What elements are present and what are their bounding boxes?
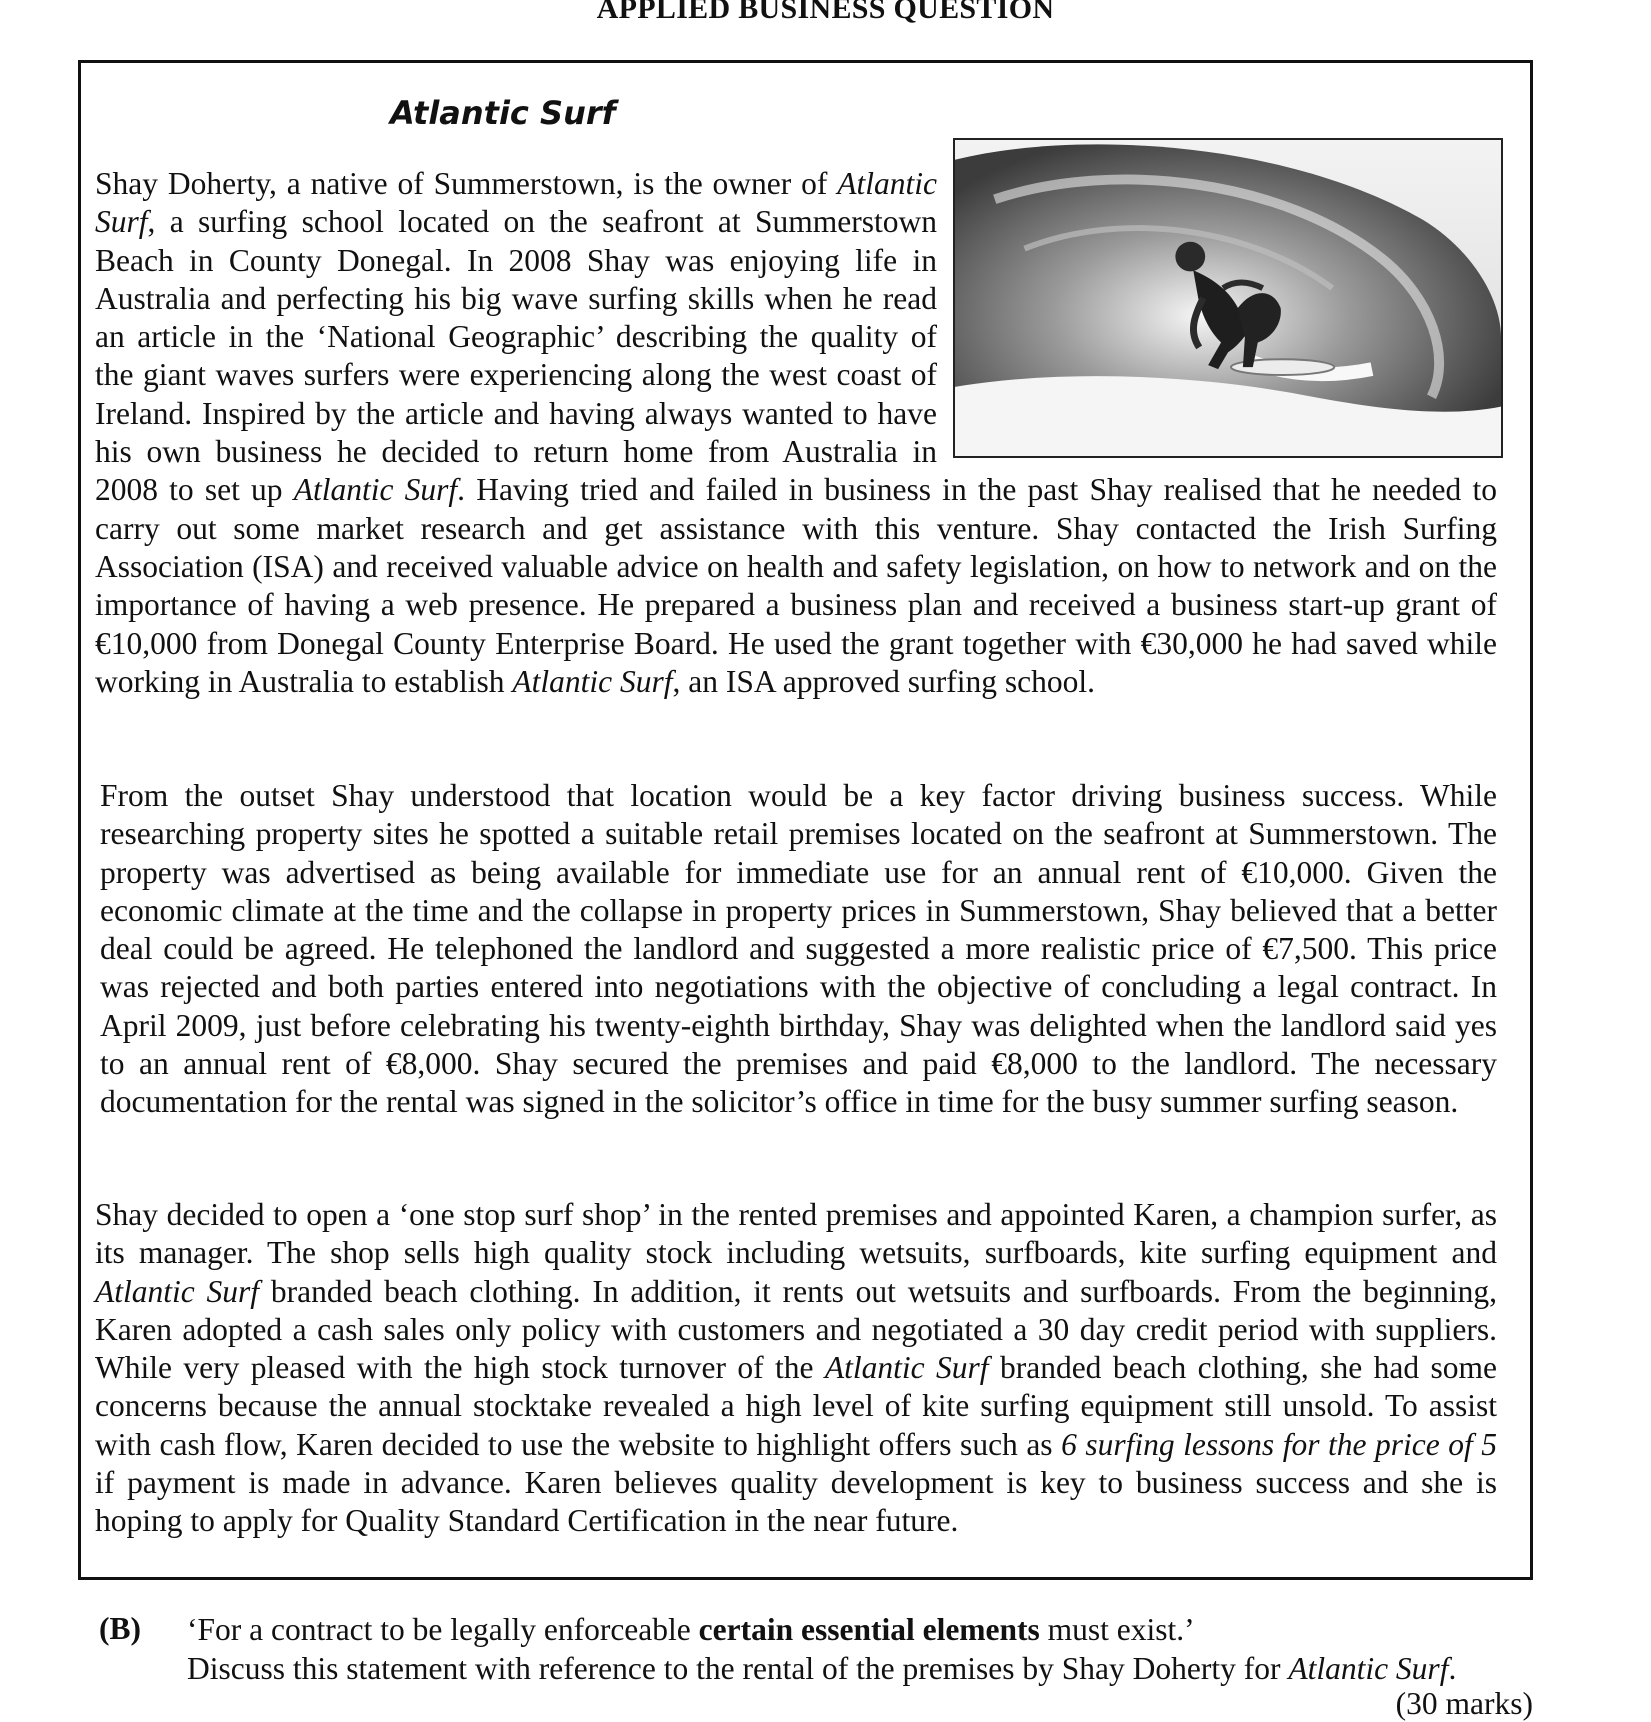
question-text: ‘For a contract to be legally enforceable certain essential elements must exist.’ Discuss this statement with reference to the rental of the premises by Shay Doherty for Atlantic Surf. — [187, 1612, 1457, 1686]
question-label: (B) — [99, 1611, 141, 1646]
case-paragraph-1: Shay Doherty, a native of Summerstown, is the owner of Atlantic Surf, a surfing school located on the seafront at Summerstown Beach in County Donegal. In 2008 Shay was enjoying life in Australia and perfecting his big wave surfing skills when he read an article in the ‘National Geographic’ describing the quality of the giant waves surfers were experiencing along the west coast of Ireland. Inspired by the article and having always wanted to have his own business he decided to return home from Australia in 2008 to set up Atlantic Surf. Having tried and failed in business in the past Shay realised that he needed to carry out some market research and get assistance with this venture. Shay contacted the Irish Surfing Association (ISA) and received valuable advice on health and safety legislation, on how to network and on the importance of having a web presence. He prepared a business plan and received a business start-up grant of €10,000 from Donegal County Enterprise Board. He used the grant together with €30,000 he had saved while working in Australia to establish Atlantic Surf, an ISA approved surfing school. — [95, 166, 1497, 699]
case-title: Atlantic Surf — [390, 94, 616, 132]
question-marks: (30 marks) — [1395, 1686, 1533, 1721]
case-paragraph-2: From the outset Shay understood that location would be a key factor driving business success. While researching property sites he spotted a suitable retail premises located on the seafront at Summerstown. The property was advertised as being available for immediate use for an annual rent of €10,000. Given the economic climate at the time and the collapse in property prices in Summerstown, Shay believed that a better deal could be agreed. He telephoned the landlord and suggested a more realistic price of €7,500. This price was rejected and both parties entered into negotiations with the objective of concluding a legal contract. In April 2009, just before celebrating his twenty-eighth birthday, Shay was delighted when the landlord said yes to an annual rent of €8,000. Shay secured the premises and paid €8,000 to the landlord. The necessary documentation for the rental was signed in the solicitor’s office in time for the busy summer surfing season. — [100, 778, 1497, 1120]
page-header: APPLIED BUSINESS QUESTION — [596, 0, 1055, 25]
case-paragraph-3: Shay decided to open a ‘one stop surf shop’ in the rented premises and appointed Karen, a champion surfer, as its manager. The shop sells high quality stock including wetsuits, surfboards, kite surfing equipment and Atlantic Surf branded beach clothing. In addition, it rents out wetsuits and surfboards. From the beginning, Karen adopted a cash sales only policy with customers and negotiated a 30 day credit period with suppliers. While very pleased with the high stock turnover of the Atlantic Surf branded beach clothing, she had some concerns because the annual stocktake revealed a high level of kite surfing equipment still unsold. To assist with cash flow, Karen decided to use the website to highlight offers such as 6 surfing lessons for the price of 5 if payment is made in advance. Karen believes quality development is key to business success and she is hoping to apply for Quality Standard Certification in the near future. — [95, 1197, 1498, 1539]
